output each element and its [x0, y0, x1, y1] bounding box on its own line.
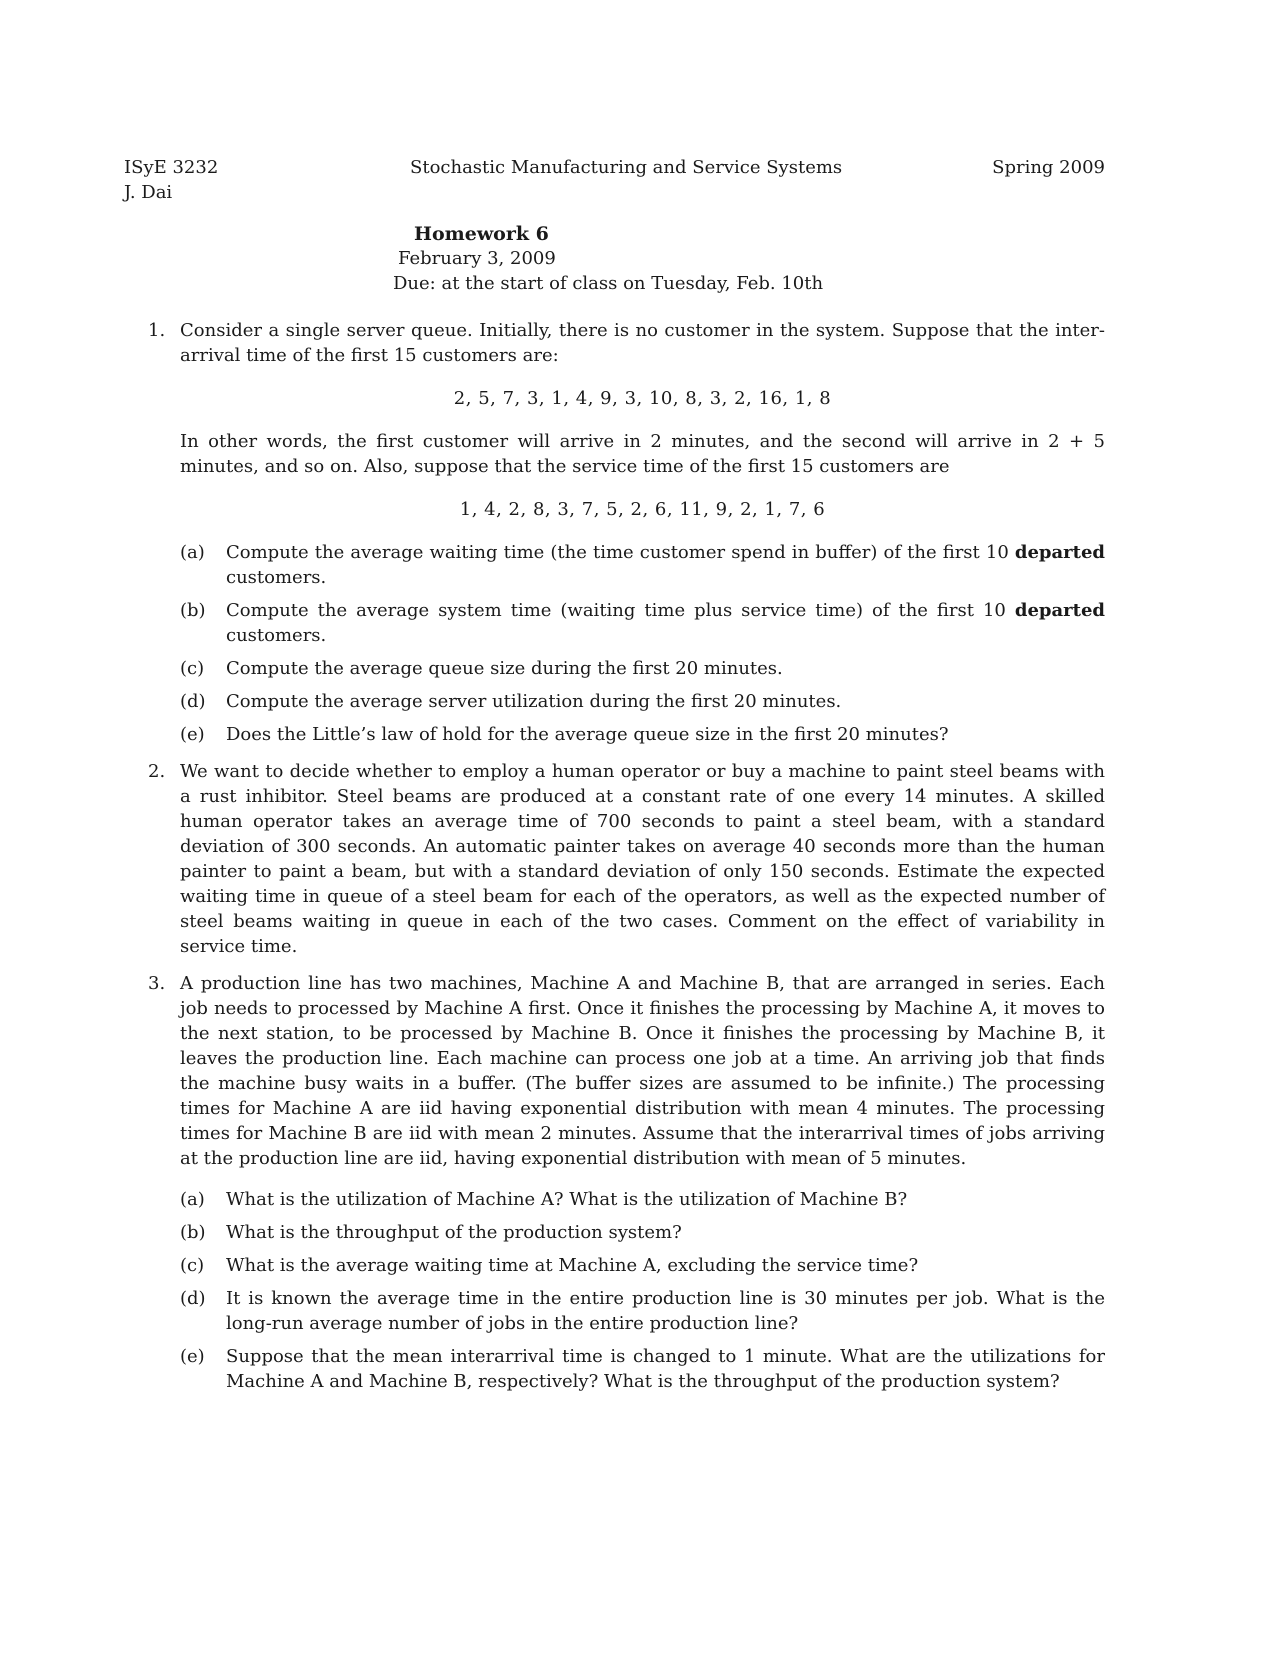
subquestion-text: It is known the average time in the entire production line is 30 minutes per job. What is the long-run average number of jobs in the entire production line? — [226, 1288, 1105, 1334]
subquestion-label: (b) — [180, 600, 206, 621]
problem-text: A production line has two machines, Machine A and Machine B, that are arranged in series. Each job needs to processed by Machine A first. Once it finishes the processing by Machine A, it moves to the next station, to be processed by Machine B. Once it finishes the processing by Machine B, it leaves the production line. Each machine can process one job at a time. An arriving job that finds the machine busy waits in a buffer. (The buffer sizes are assumed to be infinite.) The processing times for Machine A are iid having exponential distribution with mean 4 minutes. The processing times for Machine B are iid with mean 2 minutes. Assume that the interarrival times of jobs arriving at the production line are iid, having exponential distribution with mean of 5 minutes. — [180, 973, 1105, 1169]
subquestion-text: Compute the average server utilization during the first 20 minutes. — [226, 691, 842, 712]
subquestion-text: What is the throughput of the production system? — [226, 1222, 682, 1243]
subquestion-e — [180, 722, 1105, 747]
homework-date: February 3, 2009 — [398, 248, 556, 269]
problem-text: We want to decide whether to employ a human operator or buy a machine to paint steel beams with a rust inhibitor. Steel beams are produced at a constant rate of one every 14 minutes. A skilled human operator takes an average time of 700 seconds to paint a steel beam, with a standard deviation of 300 seconds. An automatic painter takes on average 40 seconds more than the human painter to paint a beam, but with a standard deviation of only 150 seconds. Estimate the expected waiting time in queue of a steel beam for each of the operators, as well as the expected number of steel beams waiting in queue in each of the two cases. Comment on the effect of variability in service time. — [180, 761, 1105, 957]
subquestion-e — [180, 1344, 1105, 1394]
subquestion-text: What is the average waiting time at Machine A, excluding the service time? — [226, 1255, 919, 1276]
term: Spring 2009 — [992, 157, 1105, 178]
subquestion-label: (e) — [180, 724, 205, 745]
subquestion-tail: customers. — [226, 567, 327, 588]
homework-title: Homework 6 — [414, 223, 549, 245]
subquestion-list — [180, 540, 1105, 747]
subquestion-label: (a) — [180, 542, 205, 563]
instructor: J. Dai — [124, 182, 173, 203]
subquestion-text: Does the Little’s law of hold for the average queue size in the first 20 minutes? — [226, 724, 949, 745]
subquestion-b — [180, 598, 1105, 648]
subquestion-label: (b) — [180, 1222, 206, 1243]
problem-list — [148, 318, 1105, 1406]
problem-number: 2. — [148, 761, 166, 782]
subquestion-text: Suppose that the mean interarrival time is changed to 1 minute. What are the utilizations for Machine A and Machine B, respectively? What is the throughput of the production system? — [226, 1346, 1105, 1392]
subquestion-text: Compute the average system time (waiting time plus service time) of the first 10 — [226, 600, 1006, 621]
subquestion-text: Compute the average waiting time (the time customer spend in buffer) of the first 10 — [226, 542, 1009, 563]
subquestion-d — [180, 1286, 1105, 1336]
subquestion-text: Compute the average queue size during the first 20 minutes. — [226, 658, 783, 679]
course-title: Stochastic Manufacturing and Service Systems — [410, 157, 843, 178]
subquestion-label: (e) — [180, 1346, 205, 1367]
problem-2 — [148, 759, 1105, 959]
subquestion-label: (a) — [180, 1189, 205, 1210]
subquestion-label: (d) — [180, 691, 206, 712]
bold-term: departed — [1014, 600, 1105, 621]
problem-3 — [148, 971, 1105, 1394]
subquestion-c — [180, 1253, 1105, 1278]
subquestion-a — [180, 1187, 1105, 1212]
title-block — [393, 222, 824, 296]
service-sequence: 1, 4, 2, 8, 3, 7, 5, 2, 6, 11, 9, 2, 1, 7, 6 — [459, 499, 826, 520]
subquestion-label: (d) — [180, 1288, 206, 1309]
problem-number: 3. — [148, 973, 166, 994]
course-code: ISyE 3232 — [124, 157, 219, 178]
bold-term: departed — [1014, 542, 1105, 563]
interarrival-sequence: 2, 5, 7, 3, 1, 4, 9, 3, 10, 8, 3, 2, 16, 1, 8 — [453, 388, 832, 409]
subquestion-tail: customers. — [226, 625, 327, 646]
subquestion-list — [180, 1187, 1105, 1394]
subquestion-a — [180, 540, 1105, 590]
problem-intro: Consider a single server queue. Initially, there is no customer in the system. Suppose that the inter-arrival time of the first 15 customers are: — [180, 320, 1105, 366]
problem-number: 1. — [148, 320, 166, 341]
subquestion-c — [180, 656, 1105, 681]
due-date: Due: at the start of class on Tuesday, Feb. 10th — [393, 273, 824, 294]
subquestion-d — [180, 689, 1105, 714]
subquestion-b — [180, 1220, 1105, 1245]
subquestion-label: (c) — [180, 1255, 205, 1276]
subquestion-text: What is the utilization of Machine A? What is the utilization of Machine B? — [226, 1189, 908, 1210]
problem-middle-text: In other words, the first customer will arrive in 2 minutes, and the second will arrive in 2 + 5 minutes, and so on. Also, suppose that the service time of the first 15 customers are — [180, 431, 1105, 477]
problem-1 — [148, 318, 1105, 747]
subquestion-label: (c) — [180, 658, 205, 679]
